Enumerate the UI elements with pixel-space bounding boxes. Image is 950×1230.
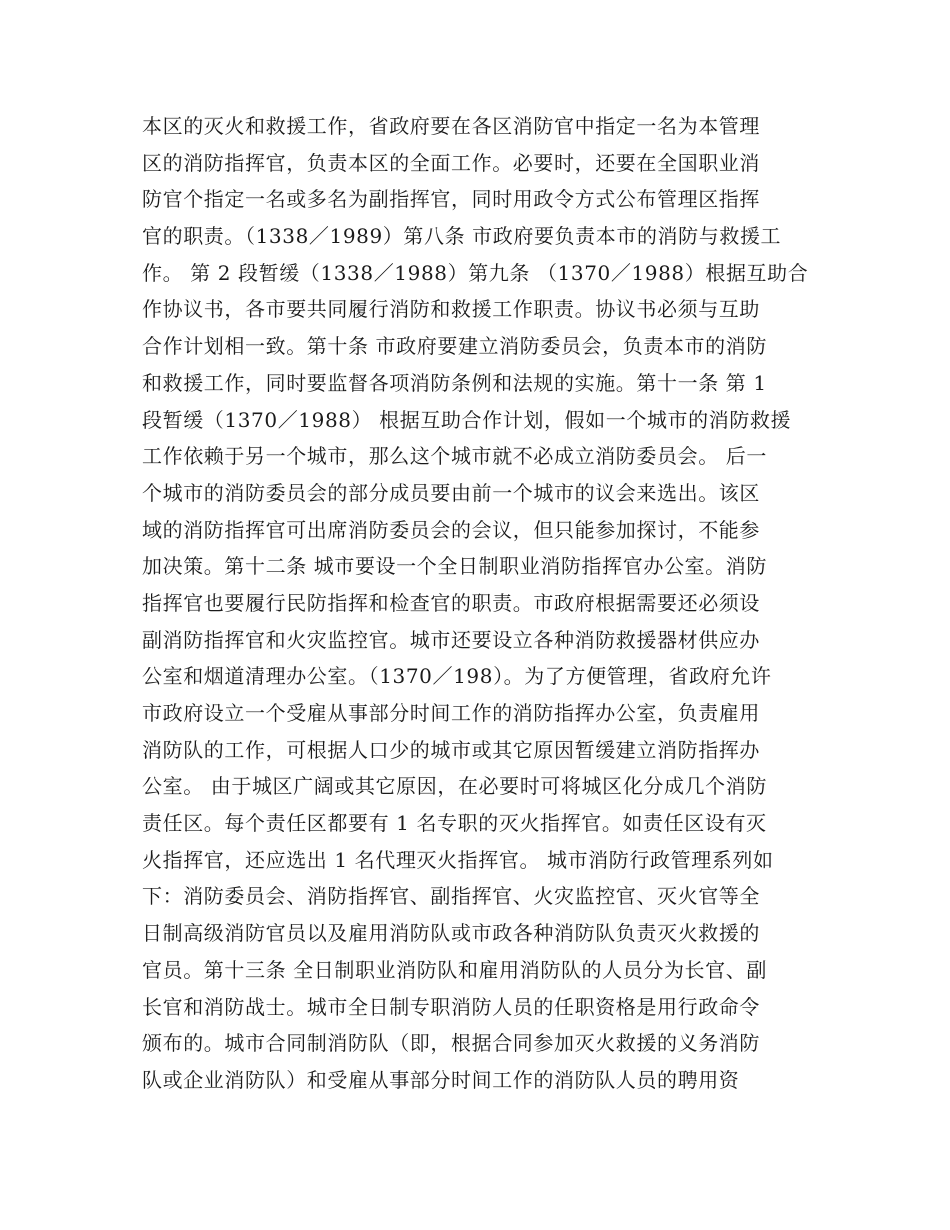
text-line: 官的职责。（1338／1989）第八条 市政府要负责本市的消防与救援工: [142, 224, 782, 249]
text-line: 火指挥官，还应选出 1 名代理灭火指挥官。 城市消防行政管理系列如: [142, 847, 774, 872]
text-line: 指挥官也要履行民防指挥和检查官的职责。市政府根据需要还必须设: [142, 590, 760, 615]
text-line: 作协议书，各市要共同履行消防和救援工作职责。协议书必须与互助: [142, 297, 760, 322]
text-line: 颁布的。城市合同制消防队（即，根据合同参加灭火救援的义务消防: [142, 1031, 760, 1056]
text-line: 合作计划相一致。第十条 市政府要建立消防委员会，负责本市的消防: [142, 334, 767, 359]
text-line: 下：消防委员会、消防指挥官、副指挥官、火灾监控官、灭火官等全: [142, 884, 760, 909]
text-line: 消防队的工作，可根据人口少的城市或其它原因暂缓建立消防指挥办: [142, 737, 760, 762]
text-line: 长官和消防战士。城市全日制专职消防人员的任职资格是用行政命令: [142, 994, 760, 1019]
text-line: 日制高级消防官员以及雇用消防队或市政各种消防队负责灭火救援的: [142, 921, 760, 946]
text-line: 区的消防指挥官，负责本区的全面工作。必要时，还要在全国职业消: [142, 150, 760, 175]
text-line: 作。 第 2 段暂缓（1338／1988）第九条 （1370／1988）根据互助合: [142, 260, 809, 285]
text-line: 公室。 由于城区广阔或其它原因，在必要时可将城区化分成几个消防: [142, 774, 767, 799]
text-line: 域的消防指挥官可出席消防委员会的会议，但只能参加探讨，不能参: [142, 517, 760, 542]
text-line: 官员。第十三条 全日制职业消防队和雇用消防队的人员分为长官、副: [142, 957, 767, 982]
body-text: [142, 108, 822, 1099]
text-line: 工作依赖于另一个城市，那么这个城市就不必成立消防委员会。 后一: [142, 444, 767, 469]
text-line: 本区的灭火和救援工作，省政府要在各区消防官中指定一名为本管理: [142, 114, 760, 138]
text-line: 副消防指挥官和火灾监控官。城市还要设立各种消防救援器材供应办: [142, 627, 760, 652]
text-line: 加决策。第十二条 城市要设一个全日制职业消防指挥官办公室。消防: [142, 554, 767, 579]
text-line: 段暂缓（1370／1988） 根据互助合作计划，假如一个城市的消防救援: [142, 407, 792, 432]
text-line: 责任区。每个责任区都要有 1 名专职的灭火指挥官。如责任区设有灭: [142, 811, 767, 836]
text-line: 队或企业消防队）和受雇从事部分时间工作的消防队人员的聘用资: [142, 1067, 740, 1092]
text-line: 个城市的消防委员会的部分成员要由前一个城市的议会来选出。该区: [142, 480, 760, 505]
text-line: 市政府设立一个受雇从事部分时间工作的消防指挥办公室，负责雇用: [142, 701, 760, 725]
text-line: 和救援工作，同时要监督各项消防条例和法规的实施。第十一条 第 1: [142, 370, 767, 395]
text-line: 防官个指定一名或多名为副指挥官，同时用政令方式公布管理区指挥: [142, 187, 760, 212]
text-line: 公室和烟道清理办公室。（1370／198）。为了方便管理，省政府允许: [142, 664, 772, 689]
